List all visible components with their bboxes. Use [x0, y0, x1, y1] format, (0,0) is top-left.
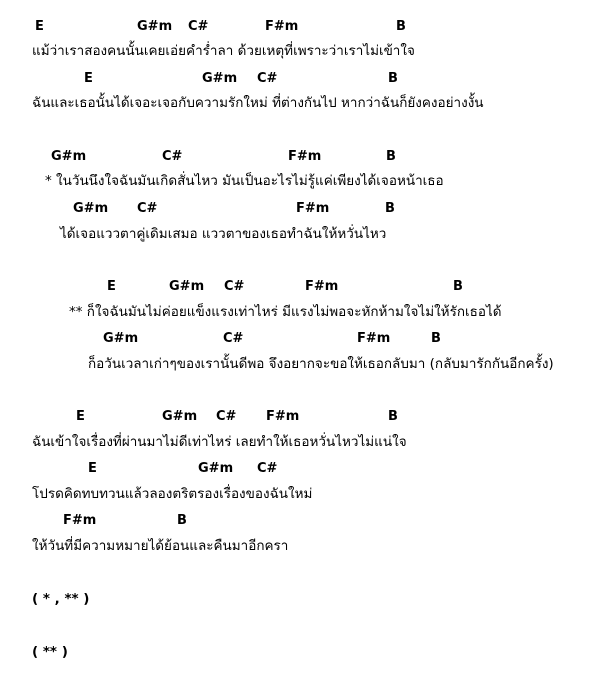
lyric-line: * ในวันนึงใจฉันมันเกิดสั่นไหว มันเป็นอะไรไม่รู้แค่เพียงได้เจอหน้าเธอ: [45, 173, 444, 189]
chord: F#m: [296, 201, 330, 216]
chord: F#m: [305, 279, 339, 294]
chord: C#: [216, 409, 237, 424]
chord: B: [453, 279, 463, 294]
chord: E: [84, 71, 93, 86]
chord: G#m: [51, 149, 87, 164]
chord: C#: [224, 279, 245, 294]
chord: C#: [257, 71, 278, 86]
chord: C#: [257, 461, 278, 476]
lyric-line: ก็อวันเวลาเก่าๆของเรานั้นดีพอ จึงอยากจะขอให้เธอกลับมา (กลับมารักกันอีกครั้ง): [88, 356, 554, 372]
repeat-marker: ( * , ** ): [32, 591, 90, 607]
chord: B: [386, 149, 396, 164]
repeat-marker: ( ** ): [32, 644, 68, 660]
lyric-line: ฉันและเธอนั้นได้เจอะเจอกับความรักใหม่ ที่ต่างกันไป หากว่าฉันก็ยังคงอย่างงั้น: [32, 95, 484, 111]
chord: E: [76, 409, 85, 424]
chord: E: [35, 19, 44, 34]
chord: C#: [137, 201, 158, 216]
chord: F#m: [265, 19, 299, 34]
chord: G#m: [103, 331, 139, 346]
chord: C#: [162, 149, 183, 164]
lyric-line: ให้วันที่มีความหมายได้ย้อนและคืนมาอีกครา: [32, 538, 289, 554]
chord: G#m: [198, 461, 234, 476]
chord: F#m: [288, 149, 322, 164]
chord: F#m: [266, 409, 300, 424]
lyric-line: โปรดคิดทบทวนแล้วลองตริตรองเรื่องของฉันใหม่: [32, 486, 313, 502]
chord: G#m: [162, 409, 198, 424]
chord: E: [107, 279, 116, 294]
lyric-line: ได้เจอแววตาคู่เดิมเสมอ แววตาของเธอทำฉันให้หวั่นไหว: [60, 226, 387, 242]
lyric-line: ** ก็ใจฉันมันไม่ค่อยแข็งแรงเท่าไหร่ มีแรงไม่พอจะหักห้ามใจไม่ให้รักเธอได้: [69, 304, 502, 320]
chord: E: [88, 461, 97, 476]
chord: F#m: [63, 513, 97, 528]
chord: G#m: [137, 19, 173, 34]
chord: C#: [188, 19, 209, 34]
lyric-line: แม้ว่าเราสองคนนั้นเคยเอ่ยคำร่ำลา ด้วยเหตุที่เพราะว่าเราไม่เข้าใจ: [32, 43, 415, 59]
chord: B: [431, 331, 441, 346]
chord: C#: [223, 331, 244, 346]
chord: B: [388, 71, 398, 86]
chord: F#m: [357, 331, 391, 346]
lyric-line: ฉันเข้าใจเรื่องที่ผ่านมาไม่ดีเท่าไหร่ เลยทำให้เธอหวั่นไหวไม่แน่ใจ: [32, 434, 407, 450]
chord: G#m: [169, 279, 205, 294]
chord: B: [385, 201, 395, 216]
chord: B: [177, 513, 187, 528]
chord: B: [388, 409, 398, 424]
chord: G#m: [202, 71, 238, 86]
chord: B: [396, 19, 406, 34]
chord: G#m: [73, 201, 109, 216]
